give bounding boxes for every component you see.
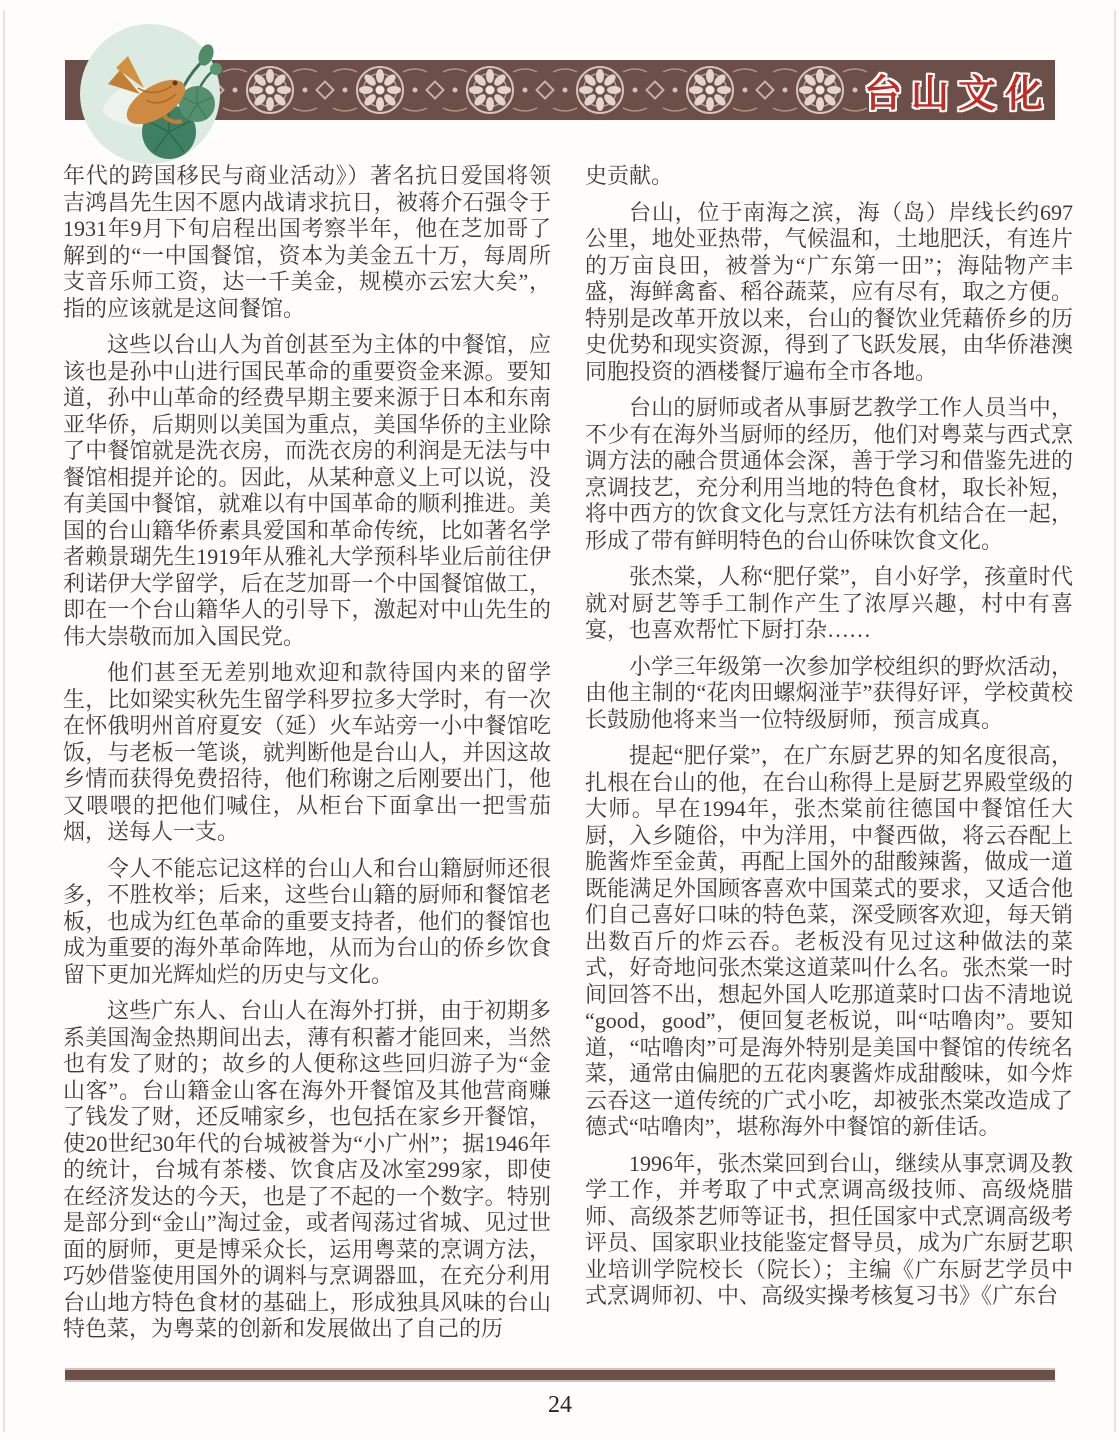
column-left xyxy=(63,163,551,1353)
koi-lotus-illustration xyxy=(76,22,228,170)
page-edge-left-line xyxy=(3,10,5,1432)
article-body xyxy=(63,163,1072,1353)
page-edge-right-line xyxy=(1114,10,1116,1432)
paragraph: 小学三年级第一次参加学校组织的野炊活动，由他主制的“花肉田螺焖湴芋”获得好评，学校黄校长鼓励他将来当一位特级厨师，预言成真。 xyxy=(585,653,1073,732)
paragraph: 台山，位于南海之滨，海（岛）岸线长约697公里，地处亚热带，气候温和，土地肥沃，有连片的万亩良田，被誉为“广东第一田”；海陆物产丰盛，海鲜禽畜、稻谷蔬菜，应有尽有，取之方便。特别是改革开放以来，台山的餐饮业凭藉侨乡的历史优势和现实资源，得到了飞跃发展，由华侨港澳同胞投资的酒楼餐厅遍布全市各地。 xyxy=(585,199,1073,384)
paragraph: 这些广东人、台山人在海外打拼，由于初期多系美国淘金热期间出去，薄有积蓄才能回来，当然也有发了财的；故乡的人便称这些回归游子为“金山客”。台山籍金山客在海外开餐馆及其他营商赚了钱发了财，还反哺家乡，也包括在家乡开餐馆，使20世纪30年代的台城被誉为“小广州”；据1946年的统计，台城有茶楼、饮食店及冰室299家，即使在经济发达的今天，也是了不起的一个数字。特别是部分到“金山”淘过金，或者闯荡过省城、见过世面的厨师，更是博采众长，运用粤菜的烹调方法，巧妙借鉴使用国外的调料与烹调器皿，在充分利用台山地方特色食材的基础上，形成独具风味的台山特色菜，为粤菜的创新和发展做出了自己的历 xyxy=(63,998,551,1341)
paragraph: 史贡献。 xyxy=(585,163,674,188)
footer-rule xyxy=(65,1368,1055,1382)
paragraph: 台山的厨师或者从事厨艺教学工作人员当中，不少有在海外当厨师的经历，他们对粤菜与西式烹调方法的融合贯通体会深，善于学习和借鉴先进的烹调技艺，充分利用当地的特色食材，取长补短，将中西方的饮食文化与烹饪方法有机结合在一起，形成了带有鲜明特色的台山侨味饮食文化。 xyxy=(585,395,1073,553)
page-title: 台山文化 xyxy=(863,73,1052,116)
column-right xyxy=(585,163,1073,1320)
paragraph: 这些以台山人为首创甚至为主体的中餐馆，应该也是孙中山进行国民革命的重要资金来源。要知道，孙中山革命的经费早期主要来源于日本和东南亚华侨，后期则以美国为重点，美国华侨的主业除了中餐馆就是洗衣房，而洗衣房的利润是无法与中餐馆相提并论的。因此，从某种意义上可以说，没有美国中餐馆，就难以有中国革命的顺利推进。美国的台山籍华侨素具爱国和革命传统，比如著名学者赖景瑚先生1919年从雅礼大学预科毕业后前往伊利诺伊大学留学，后在芝加哥一个中国餐馆做工，即在一个台山籍华人的引导下，激起对中山先生的伟大崇敬而加入国民党。 xyxy=(63,332,551,649)
paragraph: 年代的跨国移民与商业活动》）著名抗日爱国将领吉鸿昌先生因不愿内战请求抗日，被蒋介石强令于1931年9月下旬启程出国考察半年，他在芝加哥了解到的“一中国餐馆，资本为美金五十万，每周所支音乐师工资，达一千美金，规模亦云宏大矣”，指的应该就是这间餐馆。 xyxy=(63,163,551,321)
paragraph: 提起“肥仔棠”，在广东厨艺界的知名度很高，扎根在台山的他，在台山称得上是厨艺界殿堂级的大师。早在1994年，张杰棠前往德国中餐馆任大厨，入乡随俗，中为洋用，中餐西做，将云吞配上脆酱炸至金黄，再配上国外的甜酸辣酱，做成一道既能满足外国顾客喜欢中国菜式的要求，又适合他们自己喜好口味的特色菜，深受顾客欢迎，每天销出数百斤的炸云吞。老板没有见过这种做法的菜式，好奇地问张杰棠这道菜叫什么名。张杰棠一时间回答不出，想起外国人吃那道菜时口齿不清地说“good，good”，便回复老板说，叫“咕噜肉”。要知道，“咕噜肉”可是海外特别是美国中餐馆的传统名菜，通常由偏肥的五花肉裹酱炸成甜酸味，如今炸云吞这一道传统的广式小吃，却被张杰棠改造成了德式“咕噜肉”，堪称海外中餐馆的新佳话。 xyxy=(585,743,1073,1139)
paragraph: 令人不能忘记这样的台山人和台山籍厨师还很多，不胜枚举；后来，这些台山籍的厨师和餐馆老板，也成为红色革命的重要支持者，他们的餐馆也成为重要的海外革命阵地，从而为台山的侨乡饮食留下更加光辉灿烂的历史与文化。 xyxy=(63,855,551,987)
page-number: 24 xyxy=(548,1392,572,1418)
paragraph: 张杰棠，人称“肥仔棠”，自小好学，孩童时代就对厨艺等手工制作产生了浓厚兴趣，村中有喜宴，也喜欢帮忙下厨打杂…… xyxy=(585,564,1073,642)
paragraph: 1996年，张杰棠回到台山，继续从事烹调及教学工作，并考取了中式烹调高级技师、高级烧腊师、高级茶艺师等证书，担任国家中式烹调高级考评员、国家职业技能鉴定督导员，成为广东厨艺职业培训学院校长（院长）；主编《广东厨艺学员中式烹调师初、中、高级实操考核复习书》《广东台 xyxy=(585,1150,1073,1308)
paragraph: 他们甚至无差别地欢迎和款待国内来的留学生，比如梁实秋先生留学科罗拉多大学时，有一次在怀俄明州首府夏安（延）火车站旁一小中餐馆吃饭，与老板一笔谈，就判断他是台山人，并因这故乡情而获得免费招待，他们称谢之后刚要出门，他又喂喂的把他们喊住，从柜台下面拿出一把雪茄烟，送每人一支。 xyxy=(63,660,551,844)
ornamental-border-pattern xyxy=(215,62,875,118)
